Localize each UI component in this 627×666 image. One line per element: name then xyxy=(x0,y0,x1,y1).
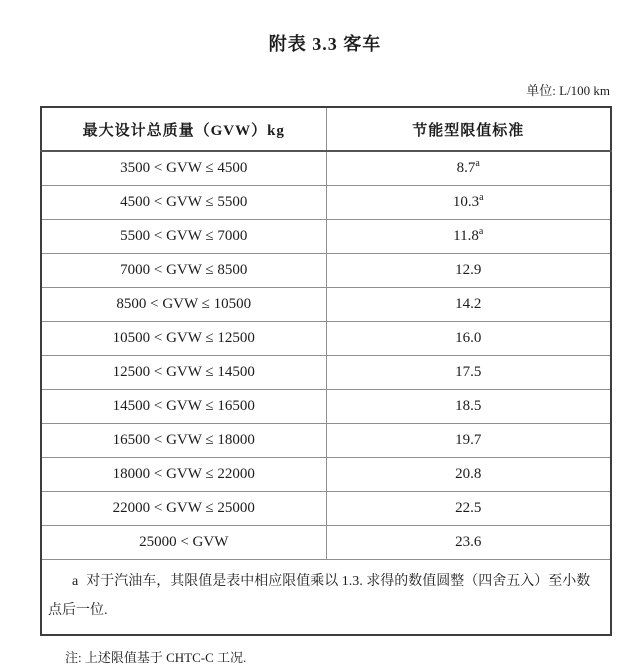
gvw-range-cell: 22000 < GVW ≤ 25000 xyxy=(41,492,326,526)
table-row xyxy=(41,356,611,390)
gvw-range-cell: 16500 < GVW ≤ 18000 xyxy=(41,424,326,458)
limit-cell xyxy=(326,322,611,356)
limit-value: 11.8 xyxy=(453,228,479,244)
limit-cell xyxy=(326,254,611,288)
bottom-note: 注: 上述限值基于 CHTC-C 工况. xyxy=(65,650,247,665)
gvw-range-cell: 8500 < GVW ≤ 10500 xyxy=(41,288,326,322)
table-row xyxy=(41,254,611,288)
table-row xyxy=(41,220,611,254)
column-header-gvw: 最大设计总质量（GVW）kg xyxy=(41,107,326,151)
limit-value: 20.8 xyxy=(455,466,482,482)
limit-value: 17.5 xyxy=(455,364,482,380)
limit-cell xyxy=(326,186,611,220)
limit-value: 16.0 xyxy=(455,330,482,346)
table-row xyxy=(41,322,611,356)
footnote-marker: a xyxy=(72,574,79,589)
limit-value: 8.7 xyxy=(456,160,476,176)
limit-value: 19.7 xyxy=(455,432,482,448)
column-header-limit: 节能型限值标准 xyxy=(326,107,611,151)
limit-cell xyxy=(326,526,611,560)
gvw-range-cell: 18000 < GVW ≤ 22000 xyxy=(41,458,326,492)
limit-value: 18.5 xyxy=(455,398,482,414)
table-row xyxy=(41,458,611,492)
limit-value: 10.3 xyxy=(452,194,480,210)
unit-label: 单位: L/100 km xyxy=(526,83,610,98)
footnote-cell xyxy=(41,560,611,636)
limit-cell xyxy=(326,220,611,254)
table-row xyxy=(41,151,611,186)
gvw-range-cell: 25000 < GVW xyxy=(41,526,326,560)
limit-cell xyxy=(326,424,611,458)
limit-value: 22.5 xyxy=(455,500,482,516)
gvw-range-cell: 3500 < GVW ≤ 4500 xyxy=(41,151,326,186)
limit-cell xyxy=(326,458,611,492)
gvw-range-cell: 7000 < GVW ≤ 8500 xyxy=(41,254,326,288)
footnote-text xyxy=(48,567,604,625)
table-row xyxy=(41,186,611,220)
limit-footnote-sup: a xyxy=(478,226,484,237)
limit-value: 23.6 xyxy=(455,534,482,550)
table-header-row xyxy=(41,107,611,151)
limit-cell xyxy=(326,151,611,186)
table-row xyxy=(41,288,611,322)
gvw-range-cell: 10500 < GVW ≤ 12500 xyxy=(41,322,326,356)
limit-value: 14.2 xyxy=(455,296,482,312)
table-row xyxy=(41,526,611,560)
table-row xyxy=(41,492,611,526)
gvw-range-cell: 4500 < GVW ≤ 5500 xyxy=(41,186,326,220)
table-row xyxy=(41,390,611,424)
limit-footnote-sup: a xyxy=(475,158,480,169)
gvw-range-cell: 14500 < GVW ≤ 16500 xyxy=(41,390,326,424)
footnote-body: 对于汽油车，其限值是表中相应限值乘以 1.3. 求得的数值圆整（四舍五入）至小数点后一位. xyxy=(48,574,591,618)
limit-cell xyxy=(326,288,611,322)
limit-cell xyxy=(326,356,611,390)
limit-cell xyxy=(326,492,611,526)
table-footnote-row xyxy=(41,560,611,636)
limit-footnote-sup: a xyxy=(479,192,484,203)
limit-cell xyxy=(326,390,611,424)
limit-value: 12.9 xyxy=(455,262,482,278)
page-title: 附表 3.3 客车 xyxy=(268,34,382,54)
table-row xyxy=(41,424,611,458)
limits-table xyxy=(40,106,612,636)
gvw-range-cell: 5500 < GVW ≤ 7000 xyxy=(41,220,326,254)
gvw-range-cell: 12500 < GVW ≤ 14500 xyxy=(41,356,326,390)
